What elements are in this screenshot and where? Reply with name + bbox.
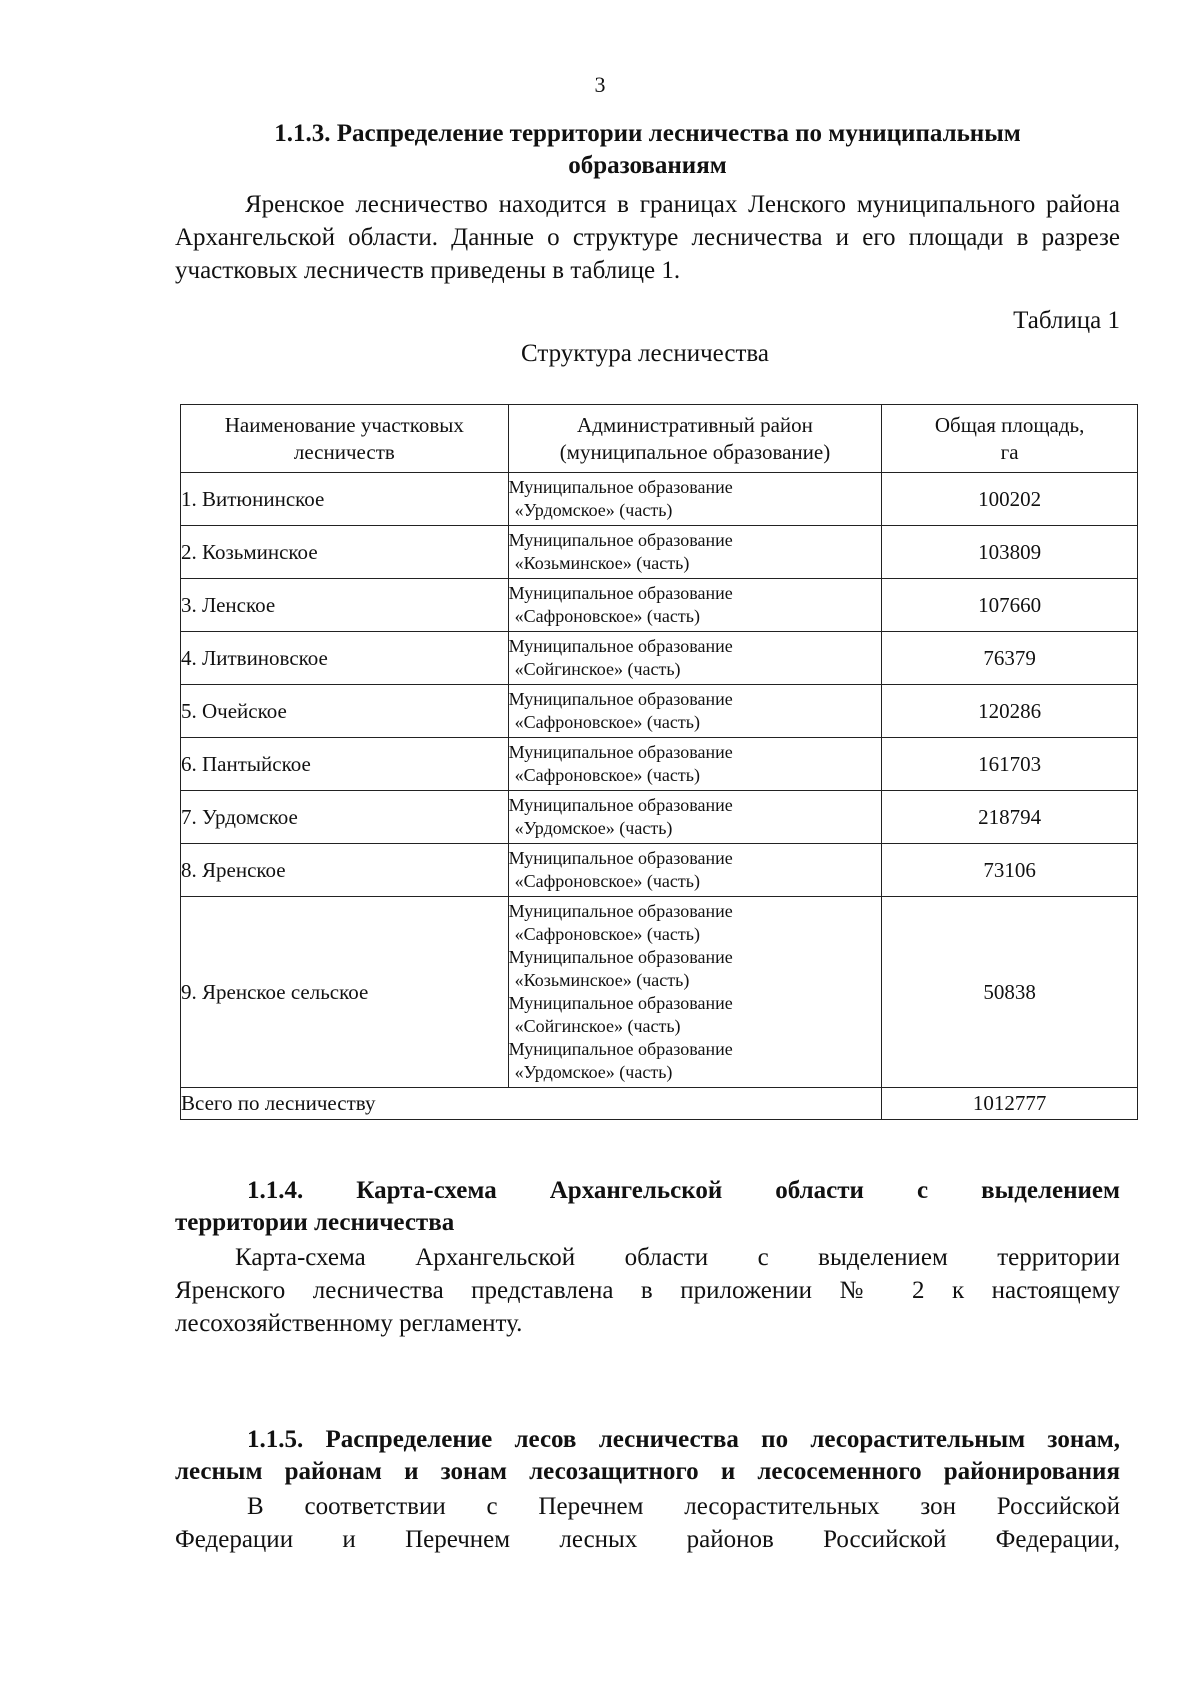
admin-line1: Муниципальное образование xyxy=(508,583,733,603)
admin-line2: «Сойгинское» (часть) xyxy=(514,1016,681,1036)
section-115-paragraph-line1: В соответствии с Перечнем лесорастительных зон Российской xyxy=(247,1493,1120,1520)
admin-line2: «Урдомское» (часть) xyxy=(514,1062,673,1082)
section-114-paragraph xyxy=(175,1241,1120,1340)
row-admin xyxy=(508,844,882,897)
section-114-heading-line2: территории лесничества xyxy=(175,1209,455,1236)
table-row xyxy=(181,738,1138,791)
header-forestry-name xyxy=(181,405,509,473)
total-label: Всего по лесничеству xyxy=(181,1088,882,1120)
table-header-row xyxy=(181,405,1138,473)
row-admin xyxy=(508,738,882,791)
header-col1-line1: Наименование участковых xyxy=(224,412,464,437)
admin-line2: «Сафроновское» (часть) xyxy=(514,924,700,944)
row-admin xyxy=(508,791,882,844)
section-114-heading xyxy=(175,1175,1120,1239)
admin-line1: Муниципальное образование xyxy=(508,795,733,815)
row-admin xyxy=(508,897,882,1088)
section-115-paragraph xyxy=(175,1490,1120,1556)
admin-line2: «Сафроновское» (часть) xyxy=(514,765,700,785)
row-area: 50838 xyxy=(882,897,1138,1088)
section-114-heading-line1: 1.1.4. Карта-схема Архангельской области с выделением xyxy=(247,1177,1120,1204)
row-name: 4. Литвиновское xyxy=(181,632,509,685)
table-total-row xyxy=(181,1088,1138,1120)
total-area: 1012777 xyxy=(882,1088,1138,1120)
section-113-heading-line1: 1.1.3. Распределение территории лесничества по муниципальным xyxy=(274,120,1021,147)
admin-line2: «Сафроновское» (часть) xyxy=(514,712,700,732)
header-admin-district xyxy=(508,405,882,473)
admin-line2: «Козьминское» (часть) xyxy=(514,970,690,990)
section-114-paragraph-line3: лесохозяйственному регламенту. xyxy=(175,1310,523,1337)
table-caption: Структура лесничества xyxy=(521,340,769,367)
table-row xyxy=(181,685,1138,738)
admin-line2: «Сафроновское» (часть) xyxy=(514,871,700,891)
table-row xyxy=(181,791,1138,844)
row-name: 1. Витюнинское xyxy=(181,473,509,526)
admin-line2: «Урдомское» (часть) xyxy=(514,818,673,838)
section-115-paragraph-line2: Федерации и Перечнем лесных районов Российской Федерации, xyxy=(175,1526,1120,1553)
row-admin xyxy=(508,685,882,738)
admin-line1: Муниципальное образование xyxy=(508,636,733,656)
row-area: 161703 xyxy=(882,738,1138,791)
admin-line1: Муниципальное образование xyxy=(508,689,733,709)
header-col2-line2: (муниципальное образование) xyxy=(559,439,831,464)
section-113-paragraph: Яренское лесничество находится в границах Ленского муниципального района Архангельской области. Данные о структуре лесничества и его площади в разрезе участковых лесничеств приведены в таблице 1. xyxy=(175,191,1120,284)
table-row xyxy=(181,473,1138,526)
row-name: 6. Пантыйское xyxy=(181,738,509,791)
table-row xyxy=(181,632,1138,685)
section-115-heading xyxy=(175,1424,1120,1488)
table-row xyxy=(181,897,1138,1088)
header-col1-line2: лесничеств xyxy=(293,439,395,464)
admin-line1: Муниципальное образование xyxy=(508,993,733,1013)
row-name: 2. Козьминское xyxy=(181,526,509,579)
admin-line1: Муниципальное образование xyxy=(508,1039,733,1059)
table-row xyxy=(181,579,1138,632)
header-col3-line1: Общая площадь, xyxy=(934,412,1085,437)
row-area: 218794 xyxy=(882,791,1138,844)
admin-line1: Муниципальное образование xyxy=(508,477,733,497)
admin-line1: Муниципальное образование xyxy=(508,947,733,967)
header-col2-line1: Административный район xyxy=(577,412,813,437)
admin-line1: Муниципальное образование xyxy=(508,901,733,921)
section-114-paragraph-line1: Карта-схема Архангельской области с выделением территории xyxy=(235,1244,1120,1271)
row-area: 100202 xyxy=(882,473,1138,526)
row-area: 73106 xyxy=(882,844,1138,897)
section-114-paragraph-line2: Яренского лесничества представлена в приложении № 2 к настоящему xyxy=(175,1277,1120,1304)
table-row xyxy=(181,844,1138,897)
row-name: 5. Очейское xyxy=(181,685,509,738)
row-admin xyxy=(508,473,882,526)
admin-line2: «Сойгинское» (часть) xyxy=(514,659,681,679)
admin-line1: Муниципальное образование xyxy=(508,848,733,868)
row-admin xyxy=(508,526,882,579)
section-113-heading xyxy=(175,118,1120,182)
section-115-heading-line2: лесным районам и зонам лесозащитного и лесосеменного районирования xyxy=(175,1458,1120,1485)
admin-line2: «Урдомское» (часть) xyxy=(514,500,673,520)
section-113-heading-line2: образованиям xyxy=(568,152,727,179)
admin-line2: «Сафроновское» (часть) xyxy=(514,606,700,626)
table-row xyxy=(181,526,1138,579)
section-115-heading-line1: 1.1.5. Распределение лесов лесничества по лесорастительным зонам, xyxy=(247,1426,1120,1453)
row-area: 103809 xyxy=(882,526,1138,579)
row-name: 9. Яренское сельское xyxy=(181,897,509,1088)
forestry-structure-table xyxy=(180,404,1138,1120)
header-col3-line2: га xyxy=(1000,439,1019,464)
row-name: 3. Ленское xyxy=(181,579,509,632)
admin-line2: «Козьминское» (часть) xyxy=(514,553,690,573)
row-name: 8. Яренское xyxy=(181,844,509,897)
admin-line1: Муниципальное образование xyxy=(508,742,733,762)
page-number: 3 xyxy=(594,72,606,97)
row-admin xyxy=(508,632,882,685)
row-admin xyxy=(508,579,882,632)
header-total-area xyxy=(882,405,1138,473)
admin-line1: Муниципальное образование xyxy=(508,530,733,550)
row-area: 107660 xyxy=(882,579,1138,632)
row-area: 120286 xyxy=(882,685,1138,738)
row-name: 7. Урдомское xyxy=(181,791,509,844)
row-area: 76379 xyxy=(882,632,1138,685)
table-label: Таблица 1 xyxy=(1013,307,1120,334)
